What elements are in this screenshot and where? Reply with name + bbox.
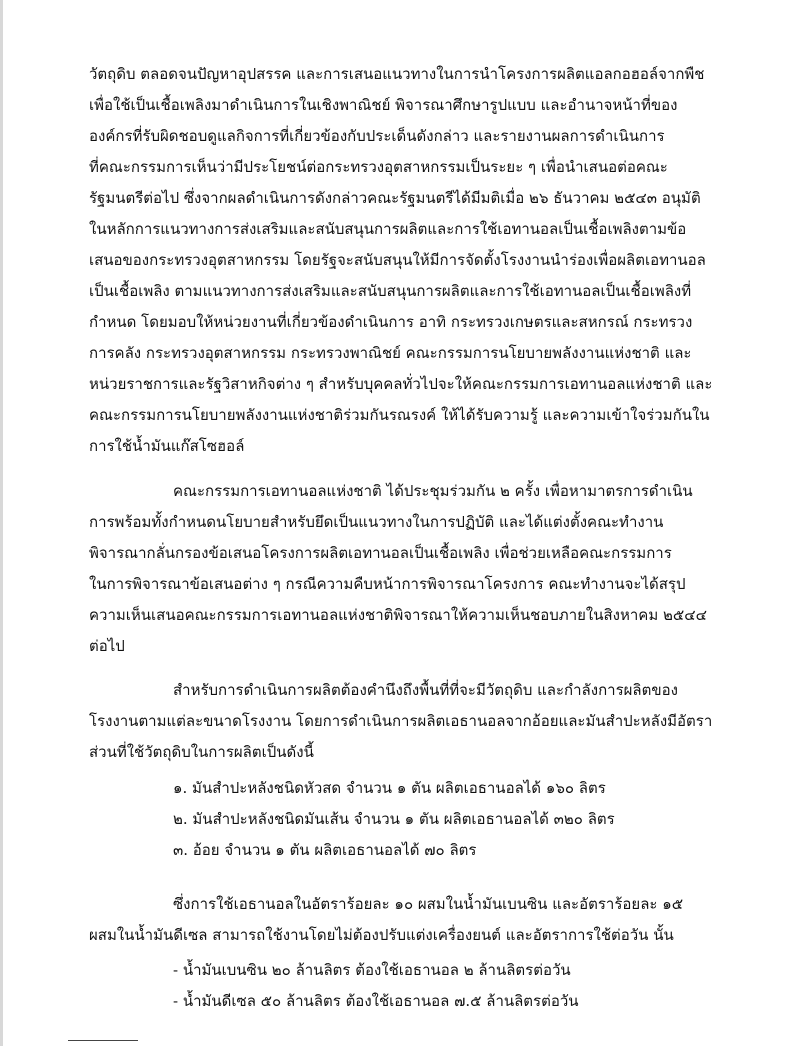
paragraph-2-line-4: ในการพิจารณาข้อเสนอต่าง ๆ กรณีความคืบหน้าการพิจารณาโครงการ คณะทำงานจะได้สรุป: [89, 575, 686, 593]
paragraph-1-line-5: รัฐมนตรีต่อไป ซึ่งจากผลดำเนินการดังกล่าวคณะรัฐมนตรีได้มีมติเมื่อ ๒๖ ธันวาคม ๒๕๔๓ อนุมัติ: [89, 189, 701, 207]
paragraph-1-line-3: องค์กรที่รับผิดชอบดูแลกิจการที่เกี่ยวข้องกับประเด็นดังกล่าว และรายงานผลการดำเนินการ: [89, 127, 665, 145]
paragraph-1-line-4: ที่คณะกรรมการเห็นว่ามีประโยชน์ต่อกระทรวงอุตสาหกรรมเป็นระยะ ๆ เพื่อนำเสนอต่อคณะ: [89, 158, 668, 176]
paragraph-1-line-12: คณะกรรมการนโยบายพลังงานแห่งชาติร่วมกันรณรงค์ ให้ได้รับความรู้ และความเข้าใจร่วมกันใน: [89, 406, 710, 424]
paragraph-1-line-1: วัตถุดิบ ตลอดจนปัญหาอุปสรรค และการเสนอแนวทางในการนำโครงการผลิตแอลกอฮอล์จากพืช: [89, 65, 705, 83]
paragraph-4-line-1: ซึ่งการใช้เอธานอลในอัตราร้อยละ ๑๐ ผสมในน้ำมันเบนซิน และอัตราร้อยละ ๑๕: [173, 895, 684, 913]
paragraph-2-line-6: ต่อไป: [89, 637, 125, 655]
paragraph-1-line-6: ในหลักการแนวทางการส่งเสริมและสนับสนุนการผลิตและการใช้เอทานอลเป็นเชื้อเพลิงตามข้อ: [89, 220, 687, 238]
paragraph-4-line-2: ผสมในน้ำมันดีเซล สามารถใช้งานโดยไม่ต้องปรับแต่งเครื่องยนต์ และอัตราการใช้ต่อวัน นั้น: [89, 926, 674, 944]
yield-list-item-3: ๓. อ้อย จำนวน ๑ ตัน ผลิตเอธานอลได้ ๗๐ ลิตร: [173, 841, 477, 859]
paragraph-2-line-5: ความเห็นเสนอคณะกรรมการเอทานอลแห่งชาติพิจารณาให้ความเห็นชอบภายในสิงหาคม ๒๕๔๔: [89, 606, 707, 624]
fuel-list-item-2: - น้ำมันดีเซล ๕๐ ล้านลิตร ต้องใช้เอธานอล ๗.๕ ล้านลิตรต่อวัน: [173, 992, 579, 1010]
footer-rule: [68, 1040, 138, 1041]
scan-edge-shadow: [0, 0, 3, 1046]
paragraph-2-line-1: คณะกรรมการเอทานอลแห่งชาติ ได้ประชุมร่วมกัน ๒ ครั้ง เพื่อหามาตรการดำเนิน: [173, 482, 693, 500]
paragraph-3-line-2: โรงงานตามแต่ละขนาดโรงงาน โดยการดำเนินการผลิตเอธานอลจากอ้อยและมันสำปะหลังมีอัตรา: [89, 712, 713, 730]
paragraph-1-line-10: การคลัง กระทรวงอุตสาหกรรม กระทรวงพาณิชย์ คณะกรรมการนโยบายพลังงานแห่งชาติ และ: [89, 344, 692, 362]
paragraph-1-line-8: เป็นเชื้อเพลิง ตามแนวทางการส่งเสริมและสนับสนุนการผลิตและการใช้เอทานอลเป็นเชื้อเพลิงที่: [89, 282, 692, 300]
paragraph-1-line-9: กำหนด โดยมอบให้หน่วยงานที่เกี่ยวข้องดำเนินการ อาทิ กระทรวงเกษตรและสหกรณ์ กระทรวง: [89, 313, 693, 331]
paragraph-1-line-11: หน่วยราชการและรัฐวิสาหกิจต่าง ๆ สำหรับบุคคลทั่วไปจะให้คณะกรรมการเอทานอลแห่งชาติ และ: [89, 375, 713, 393]
paragraph-3-line-3: ส่วนที่ใช้วัตถุดิบในการผลิตเป็นดังนี้: [89, 743, 314, 761]
paragraph-3-line-1: สำหรับการดำเนินการผลิตต้องคำนึงถึงพื้นที่ที่จะมีวัตถุดิบ และกำลังการผลิตของ: [173, 681, 678, 699]
fuel-list-item-1: - น้ำมันเบนซิน ๒๐ ล้านลิตร ต้องใช้เอธานอล ๒ ล้านลิตรต่อวัน: [173, 961, 571, 979]
yield-list-item-2: ๒. มันสำปะหลังชนิดมันเส้น จำนวน ๑ ตัน ผลิตเอธานอลได้ ๓๒๐ ลิตร: [173, 810, 615, 828]
yield-list-item-1: ๑. มันสำปะหลังชนิดหัวสด จำนวน ๑ ตัน ผลิตเอธานอลได้ ๑๖๐ ลิตร: [173, 779, 606, 797]
paragraph-2-line-3: พิจารณากลั่นกรองข้อเสนอโครงการผลิตเอทานอลเป็นเชื้อเพลิง เพื่อช่วยเหลือคณะกรรมการ: [89, 544, 672, 562]
paragraph-1-line-13: การใช้น้ำมันแก๊สโซฮอล์: [89, 437, 245, 455]
paragraph-2-line-2: การพร้อมทั้งกำหนดนโยบายสำหรับยึดเป็นแนวทางในการปฏิบัติ และได้แต่งตั้งคณะทำงาน: [89, 513, 664, 531]
paragraph-1-line-7: เสนอของกระทรวงอุตสาหกรรม โดยรัฐจะสนับสนุนให้มีการจัดตั้งโรงงานนำร่องเพื่อผลิตเอทานอล: [89, 251, 706, 269]
paragraph-1-line-2: เพื่อใช้เป็นเชื้อเพลิงมาดำเนินการในเชิงพาณิชย์ พิจารณาศึกษารูปแบบ และอำนาจหน้าที่ของ: [89, 96, 678, 114]
